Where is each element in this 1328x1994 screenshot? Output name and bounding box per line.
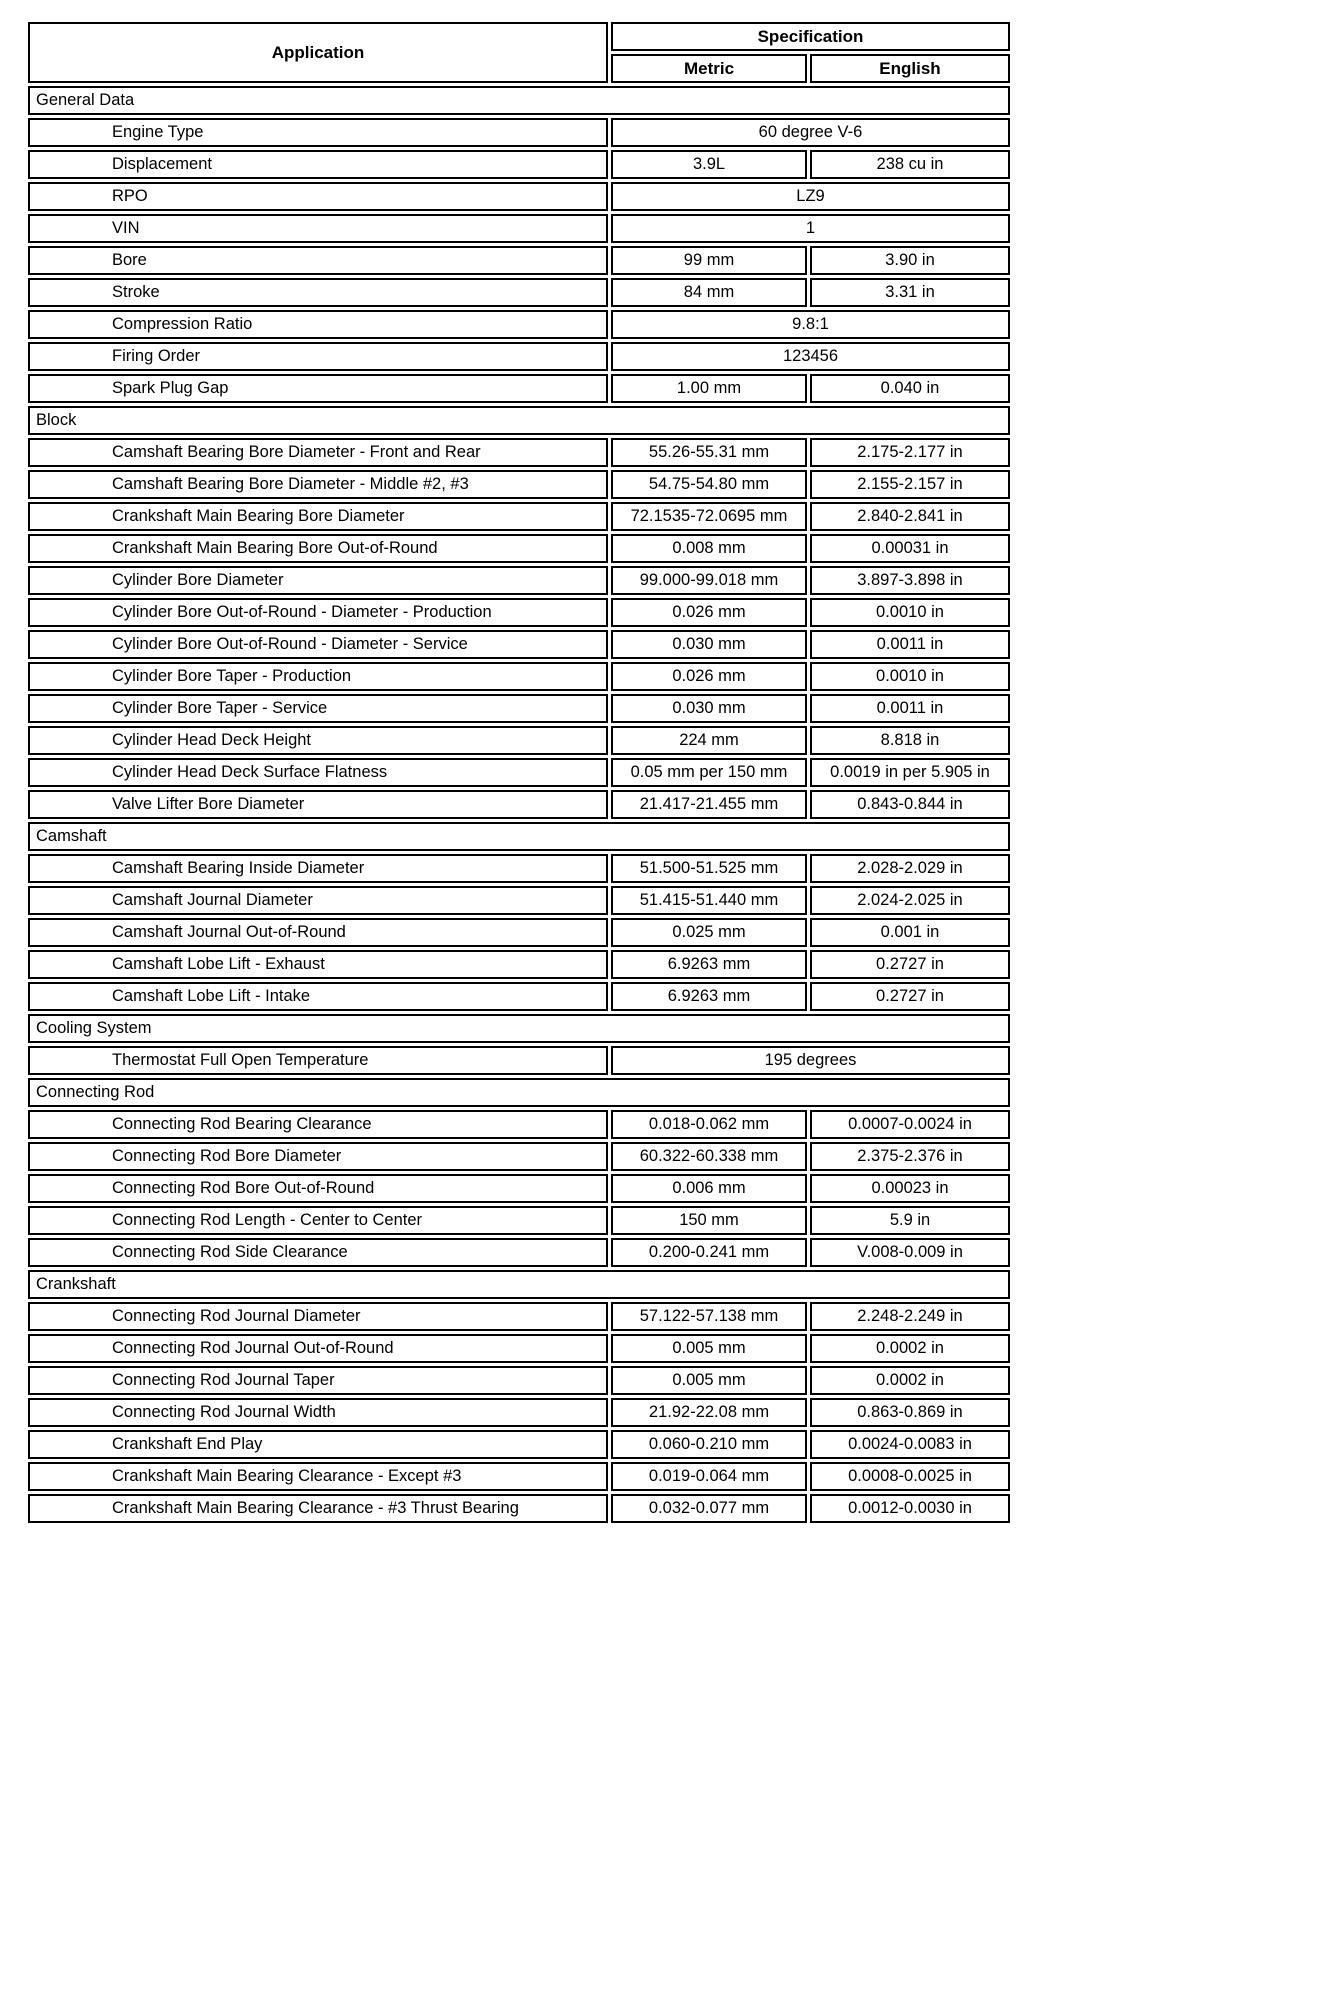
application-label: Camshaft Bearing Bore Diameter - Front and Rear [28,438,608,467]
application-label: Camshaft Lobe Lift - Exhaust [28,950,608,979]
table-row [28,1366,1010,1395]
application-label: Camshaft Lobe Lift - Intake [28,982,608,1011]
table-row [28,1206,1010,1235]
metric-value: 0.019-0.064 mm [611,1462,807,1491]
section-title: Block [28,406,1010,435]
section-header-row [28,822,1010,851]
english-value: 8.818 in [810,726,1010,755]
table-row [28,1174,1010,1203]
specification-column-header: Specification [611,22,1010,51]
english-value: 5.9 in [810,1206,1010,1235]
section-title: Cooling System [28,1014,1010,1043]
metric-value: 1.00 mm [611,374,807,403]
application-label: Cylinder Head Deck Height [28,726,608,755]
application-label: Connecting Rod Bore Out-of-Round [28,1174,608,1203]
metric-value: 55.26-55.31 mm [611,438,807,467]
application-label: Cylinder Head Deck Surface Flatness [28,758,608,787]
application-label: Stroke [28,278,608,307]
metric-value: 6.9263 mm [611,982,807,1011]
english-value: 0.843-0.844 in [810,790,1010,819]
metric-value: 224 mm [611,726,807,755]
table-row [28,1462,1010,1491]
application-column-header: Application [28,22,608,83]
specification-header-group [611,22,1010,83]
application-label: Compression Ratio [28,310,608,339]
english-value: 0.00031 in [810,534,1010,563]
application-label: Connecting Rod Journal Taper [28,1366,608,1395]
english-value: 2.028-2.029 in [810,854,1010,883]
english-value: V.008-0.009 in [810,1238,1010,1267]
metric-value: 0.032-0.077 mm [611,1494,807,1523]
english-value: 0.863-0.869 in [810,1398,1010,1427]
table-body [28,86,1010,1523]
table-row [28,1334,1010,1363]
spec-value-merged: 9.8:1 [611,310,1010,339]
metric-value: 0.030 mm [611,694,807,723]
metric-value: 0.030 mm [611,630,807,659]
application-label: Engine Type [28,118,608,147]
section-title: Crankshaft [28,1270,1010,1299]
english-value: 0.0010 in [810,598,1010,627]
table-row [28,470,1010,499]
table-row [28,726,1010,755]
table-row [28,1302,1010,1331]
application-label: Cylinder Bore Taper - Service [28,694,608,723]
metric-value: 51.500-51.525 mm [611,854,807,883]
english-value: 0.00023 in [810,1174,1010,1203]
metric-value: 0.026 mm [611,598,807,627]
metric-value: 150 mm [611,1206,807,1235]
table-row [28,150,1010,179]
english-value: 0.040 in [810,374,1010,403]
metric-value: 0.05 mm per 150 mm [611,758,807,787]
english-value: 2.175-2.177 in [810,438,1010,467]
metric-value: 0.008 mm [611,534,807,563]
metric-value: 99.000-99.018 mm [611,566,807,595]
metric-value: 0.060-0.210 mm [611,1430,807,1459]
table-row [28,182,1010,211]
table-header [28,22,1010,83]
english-value: 2.840-2.841 in [810,502,1010,531]
application-label: Spark Plug Gap [28,374,608,403]
english-value: 0.2727 in [810,950,1010,979]
english-value: 0.0011 in [810,694,1010,723]
english-value: 3.90 in [810,246,1010,275]
english-value: 0.0007-0.0024 in [810,1110,1010,1139]
table-row [28,1398,1010,1427]
application-label: Thermostat Full Open Temperature [28,1046,608,1075]
metric-value: 0.025 mm [611,918,807,947]
english-value: 3.31 in [810,278,1010,307]
metric-value: 21.92-22.08 mm [611,1398,807,1427]
table-row [28,534,1010,563]
table-row [28,918,1010,947]
table-row [28,1494,1010,1523]
application-label: Camshaft Bearing Bore Diameter - Middle #2, #3 [28,470,608,499]
table-row [28,1110,1010,1139]
application-label: Crankshaft Main Bearing Clearance - #3 Thrust Bearing [28,1494,608,1523]
metric-value: 6.9263 mm [611,950,807,979]
english-value: 238 cu in [810,150,1010,179]
english-value: 0.0012-0.0030 in [810,1494,1010,1523]
english-value: 0.0024-0.0083 in [810,1430,1010,1459]
application-label: Cylinder Bore Out-of-Round - Diameter - Production [28,598,608,627]
spec-value-merged: 195 degrees [611,1046,1010,1075]
english-value: 0.0011 in [810,630,1010,659]
table-row [28,1142,1010,1171]
metric-value: 54.75-54.80 mm [611,470,807,499]
application-label: Connecting Rod Length - Center to Center [28,1206,608,1235]
table-row [28,502,1010,531]
english-column-header: English [810,54,1010,83]
application-label: Camshaft Bearing Inside Diameter [28,854,608,883]
table-row [28,566,1010,595]
application-label: Cylinder Bore Diameter [28,566,608,595]
spec-value-merged: 123456 [611,342,1010,371]
metric-value: 0.005 mm [611,1366,807,1395]
application-label: Connecting Rod Bearing Clearance [28,1110,608,1139]
application-label: Bore [28,246,608,275]
table-row [28,982,1010,1011]
metric-value: 51.415-51.440 mm [611,886,807,915]
table-row [28,342,1010,371]
english-value: 3.897-3.898 in [810,566,1010,595]
metric-value: 57.122-57.138 mm [611,1302,807,1331]
application-label: RPO [28,182,608,211]
application-label: Camshaft Journal Diameter [28,886,608,915]
metric-value: 21.417-21.455 mm [611,790,807,819]
section-header-row [28,86,1010,115]
section-header-row [28,1078,1010,1107]
english-value: 2.024-2.025 in [810,886,1010,915]
table-row [28,950,1010,979]
section-header-row [28,1014,1010,1043]
english-value: 2.375-2.376 in [810,1142,1010,1171]
metric-value: 99 mm [611,246,807,275]
application-label: Connecting Rod Journal Out-of-Round [28,1334,608,1363]
table-row [28,1430,1010,1459]
english-value: 0.0010 in [810,662,1010,691]
table-row [28,246,1010,275]
metric-value: 0.006 mm [611,1174,807,1203]
table-row [28,1046,1010,1075]
metric-value: 0.018-0.062 mm [611,1110,807,1139]
section-title: Camshaft [28,822,1010,851]
table-row [28,310,1010,339]
table-row [28,278,1010,307]
application-label: Cylinder Bore Taper - Production [28,662,608,691]
metric-value: 0.026 mm [611,662,807,691]
application-label: Connecting Rod Bore Diameter [28,1142,608,1171]
table-row [28,374,1010,403]
metric-column-header: Metric [611,54,807,83]
english-value: 0.0008-0.0025 in [810,1462,1010,1491]
application-label: Connecting Rod Journal Diameter [28,1302,608,1331]
application-label: VIN [28,214,608,243]
metric-value: 84 mm [611,278,807,307]
table-row [28,438,1010,467]
application-label: Crankshaft Main Bearing Clearance - Except #3 [28,1462,608,1491]
table-row [28,758,1010,787]
english-value: 0.001 in [810,918,1010,947]
application-label: Displacement [28,150,608,179]
table-row [28,886,1010,915]
spec-value-merged: 1 [611,214,1010,243]
metric-value: 72.1535-72.0695 mm [611,502,807,531]
table-row [28,1238,1010,1267]
english-value: 2.155-2.157 in [810,470,1010,499]
table-row [28,694,1010,723]
application-label: Connecting Rod Journal Width [28,1398,608,1427]
spec-value-merged: 60 degree V-6 [611,118,1010,147]
application-label: Camshaft Journal Out-of-Round [28,918,608,947]
table-row [28,662,1010,691]
application-label: Firing Order [28,342,608,371]
metric-value: 3.9L [611,150,807,179]
metric-value: 0.200-0.241 mm [611,1238,807,1267]
table-row [28,598,1010,627]
unit-header-row [611,54,1010,83]
section-header-row [28,1270,1010,1299]
english-value: 0.0019 in per 5.905 in [810,758,1010,787]
metric-value: 0.005 mm [611,1334,807,1363]
table-row [28,854,1010,883]
english-value: 0.0002 in [810,1334,1010,1363]
application-label: Crankshaft End Play [28,1430,608,1459]
specification-header-row [611,22,1010,51]
section-title: Connecting Rod [28,1078,1010,1107]
spec-value-merged: LZ9 [611,182,1010,211]
english-value: 0.0002 in [810,1366,1010,1395]
application-label: Cylinder Bore Out-of-Round - Diameter - Service [28,630,608,659]
table-row [28,630,1010,659]
table-row [28,790,1010,819]
application-label: Crankshaft Main Bearing Bore Out-of-Round [28,534,608,563]
english-value: 0.2727 in [810,982,1010,1011]
english-value: 2.248-2.249 in [810,1302,1010,1331]
application-label: Connecting Rod Side Clearance [28,1238,608,1267]
section-title: General Data [28,86,1010,115]
application-label: Crankshaft Main Bearing Bore Diameter [28,502,608,531]
metric-value: 60.322-60.338 mm [611,1142,807,1171]
table-row [28,214,1010,243]
engine-specification-table [28,22,1010,1523]
application-label: Valve Lifter Bore Diameter [28,790,608,819]
table-row [28,118,1010,147]
section-header-row [28,406,1010,435]
